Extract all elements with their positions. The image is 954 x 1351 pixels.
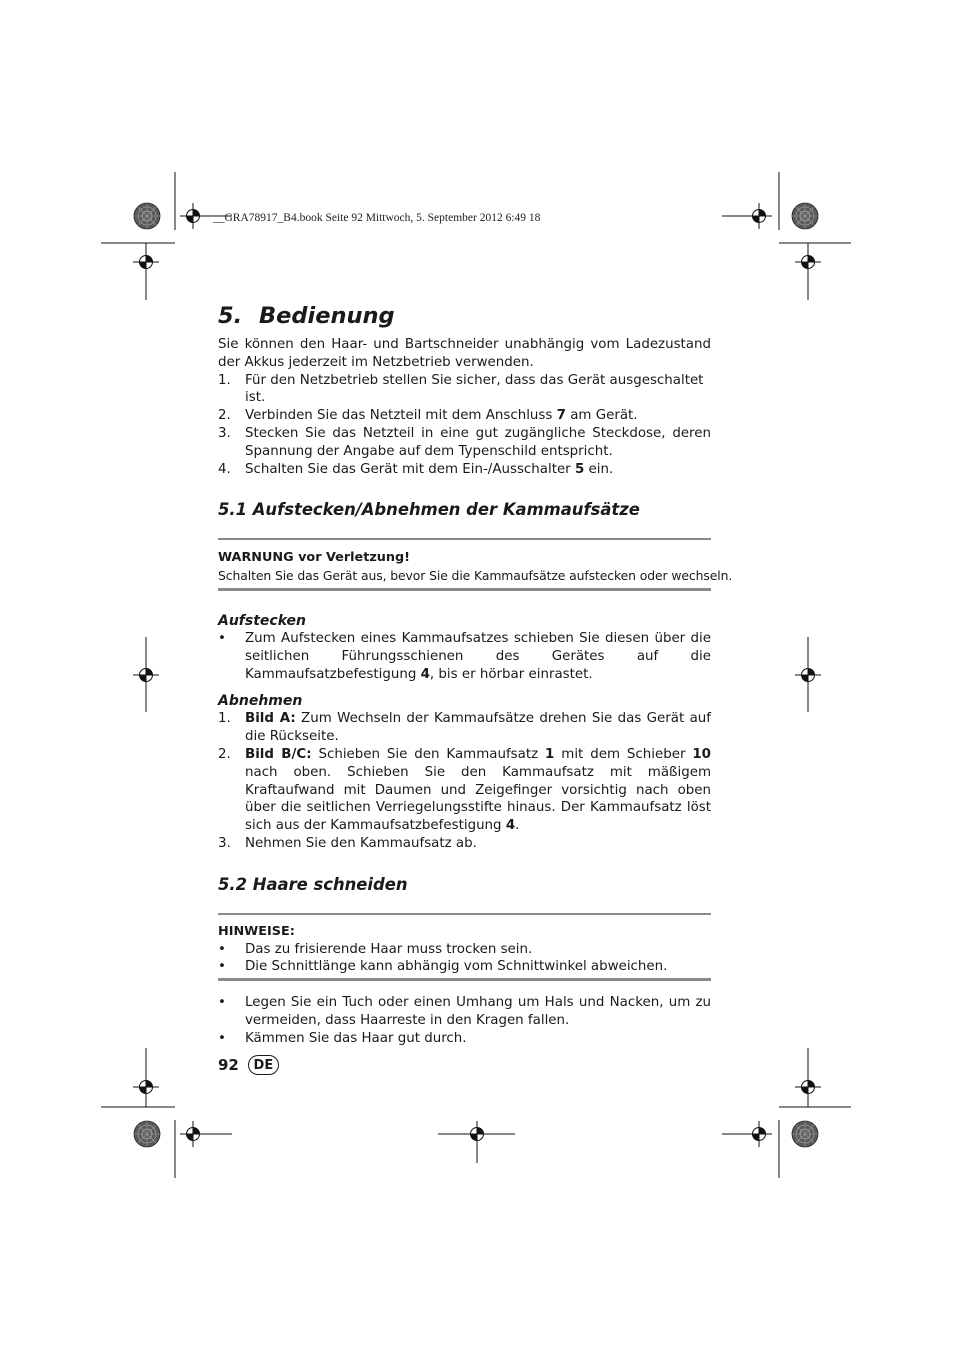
warning-text: Schalten Sie das Gerät aus, bevor Sie die Kammaufsätze aufstecken oder wechseln.	[218, 568, 733, 584]
section-heading	[218, 302, 711, 330]
list-item: 2. Bild B/C: Schieben Sie den Kammaufsatz 1 mit dem Schieber 10 nach oben. Schieben Sie den Kammaufsatz mit mäßigem Kraftaufwand mit Daumen und Zeigefinger vorsichtig nach oben über die seitlichen Verriegelungsstifte hinaus. Der Kammaufsatz löst sich aus der Kammaufsatzbefestigung 4.	[218, 746, 711, 834]
remove-heading: Abnehmen	[218, 693, 303, 710]
list-item: 2. Verbinden Sie das Netzteil mit dem Anschluss 7 am Gerät.	[218, 408, 638, 424]
list-item: • Kämmen Sie das Haar gut durch.	[218, 1030, 467, 1046]
list-item: 1. Für den Netzbetrieb stellen Sie sicher, dass das Gerät ausgeschaltet ist.	[218, 372, 704, 406]
list-item: 1. Bild A: Zum Wechseln der Kammaufsätze drehen Sie das Gerät auf die Rückseite.	[218, 711, 711, 745]
page-footer	[218, 1055, 279, 1075]
page-number: 92	[218, 1056, 239, 1074]
section-number: 5.	[218, 303, 243, 329]
list-item: 3. Nehmen Sie den Kammaufsatz ab.	[218, 835, 477, 851]
subsection-heading-attach-remove: 5.1 Aufstecken/Abnehmen der Kammaufsätze	[218, 500, 640, 520]
print-header: __GRA78917_B4.book Seite 92 Mittwoch, 5. September 2012 6:49 18	[213, 212, 541, 224]
section-intro: Sie können den Haar- und Bartschneider unabhängig vom Ladezustand der Akkus jederzeit im Netzbetrieb verwenden.	[218, 337, 711, 370]
language-badge: DE	[248, 1055, 279, 1075]
list-item: • Zum Aufstecken eines Kammaufsatzes schieben Sie diesen über die seitlichen Führungsschienen des Gerätes auf die Kammaufsatzbefestigung 4, bis er hörbar einrastet.	[218, 630, 711, 682]
attach-heading: Aufstecken	[218, 612, 306, 629]
section-title: Bedienung	[259, 303, 395, 329]
list-item: • Das zu frisierende Haar muss trocken sein.	[218, 941, 533, 957]
notes-title: HINWEISE:	[218, 923, 295, 939]
notes-box	[218, 913, 711, 981]
list-item: 4. Schalten Sie das Gerät mit dem Ein-/Ausschalter 5 ein.	[218, 461, 614, 477]
subsection-heading-haircut: 5.2 Haare schneiden	[218, 874, 408, 894]
page-content	[218, 302, 733, 1048]
list-item: 3. Stecken Sie das Netzteil in eine gut zugängliche Steckdose, deren Spannung der Angabe auf dem Typenschild entspricht.	[218, 425, 711, 459]
warning-title: WARNUNG vor Verletzung!	[218, 550, 411, 566]
list-item: • Legen Sie ein Tuch oder einen Umhang um Hals und Nacken, um zu vermeiden, dass Haarreste in den Kragen fallen.	[218, 995, 711, 1028]
warning-box	[218, 538, 733, 591]
list-item: • Die Schnittlänge kann abhängig vom Schnittwinkel abweichen.	[218, 959, 668, 975]
